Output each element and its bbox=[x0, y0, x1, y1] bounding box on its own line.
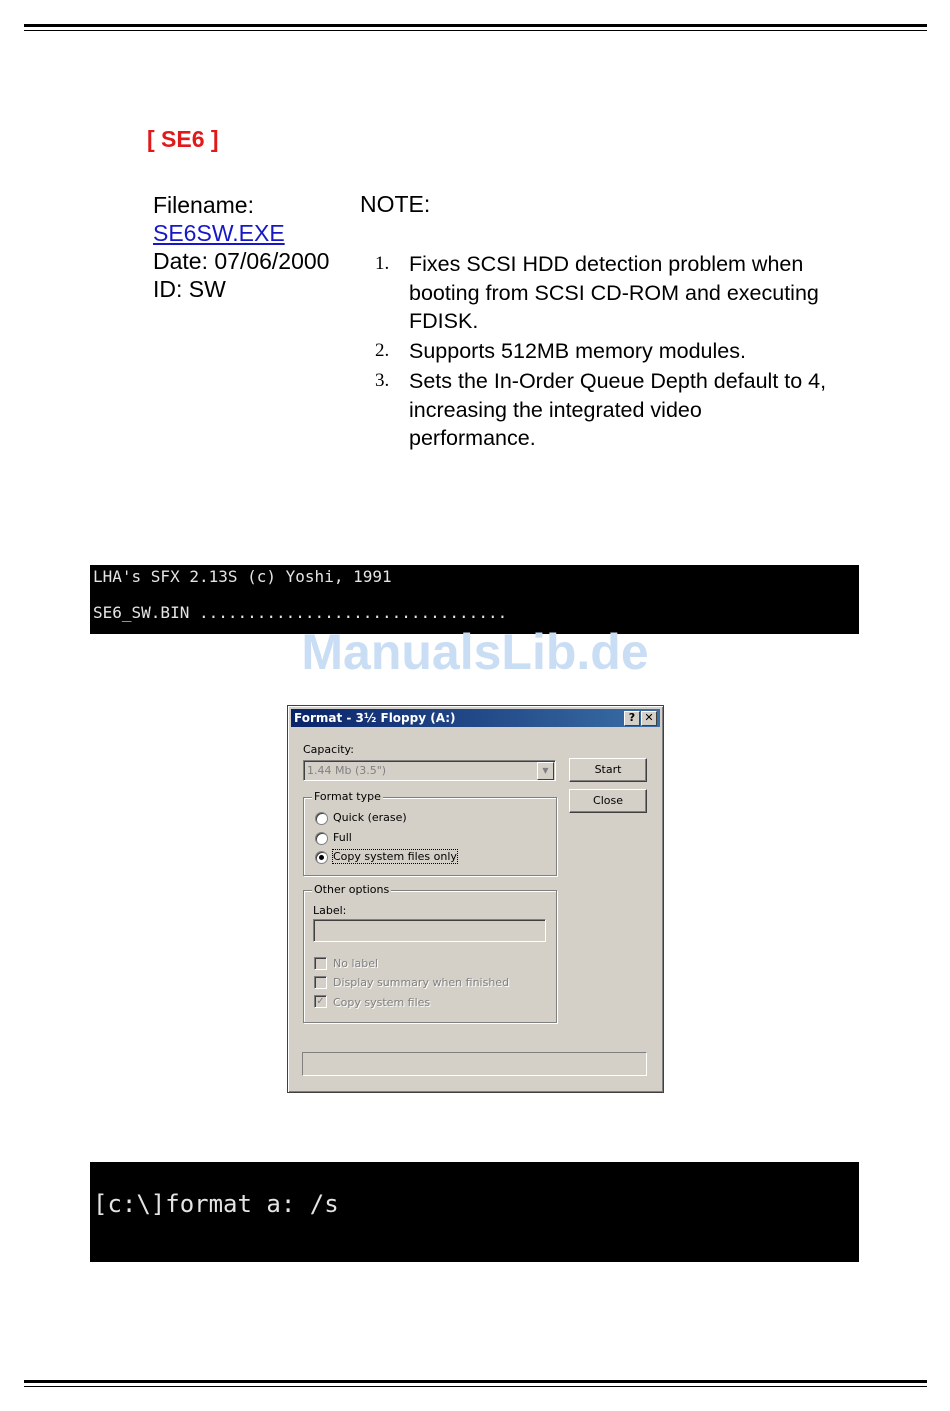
radio-selected-dot bbox=[319, 855, 324, 860]
note-title: NOTE: bbox=[360, 191, 431, 217]
chevron-down-icon[interactable]: ▼ bbox=[537, 762, 554, 780]
other-options-group bbox=[303, 883, 557, 1023]
console-line: SE6_SW.BIN ................................ bbox=[93, 603, 508, 622]
top-rule-thin bbox=[24, 30, 927, 31]
dialog-title: Format - 3½ Floppy (A:) bbox=[294, 711, 456, 725]
note-list bbox=[375, 250, 829, 454]
bottom-rule-thin bbox=[24, 1386, 927, 1387]
date-text: Date: 07/06/2000 bbox=[153, 248, 330, 274]
format-type-label: Format type bbox=[314, 790, 381, 803]
checkbox-copy-system-files-text[interactable]: Copy system files bbox=[333, 996, 431, 1009]
format-dialog bbox=[287, 705, 664, 1093]
file-info bbox=[153, 191, 329, 303]
note-item bbox=[375, 337, 829, 366]
section-heading: [ SE6 ] bbox=[147, 126, 219, 152]
close-button[interactable]: Close bbox=[569, 789, 647, 813]
console-format-command bbox=[90, 1162, 859, 1262]
note-item-number: 2. bbox=[375, 340, 390, 362]
checkbox-no-label-text[interactable]: No label bbox=[333, 957, 379, 970]
id-text: ID: SW bbox=[153, 276, 226, 302]
checkbox-copy-system-files[interactable]: ✓ bbox=[314, 995, 327, 1008]
note-item-number: 3. bbox=[375, 369, 390, 391]
radio-copy-system-label[interactable]: Copy system files only bbox=[333, 850, 457, 863]
capacity-select[interactable] bbox=[303, 760, 556, 781]
capacity-label: Capacity: bbox=[303, 743, 354, 756]
other-options-label: Other options bbox=[314, 883, 390, 896]
note-item bbox=[375, 367, 829, 453]
progress-bar bbox=[302, 1052, 647, 1076]
close-icon[interactable]: ✕ bbox=[641, 711, 657, 726]
watermark: ManualsLib.de bbox=[301, 624, 649, 680]
checkbox-display-summary-text[interactable]: Display summary when finished bbox=[333, 976, 510, 989]
start-button[interactable]: Start bbox=[569, 758, 647, 782]
label-input[interactable] bbox=[313, 919, 546, 942]
radio-full[interactable] bbox=[315, 832, 328, 845]
console-line: [c:\]format a: /s bbox=[93, 1190, 339, 1218]
note-item-number: 1. bbox=[375, 253, 390, 274]
note-item-text: Fixes SCSI HDD detection problem when booting from SCSI CD-ROM and executing FDISK. bbox=[409, 252, 819, 334]
checkbox-display-summary[interactable] bbox=[314, 976, 327, 989]
filename-link[interactable]: SE6SW.EXE bbox=[153, 220, 285, 246]
radio-full-label[interactable]: Full bbox=[333, 831, 352, 844]
radio-quick-label[interactable]: Quick (erase) bbox=[333, 811, 407, 824]
radio-copy-system[interactable] bbox=[315, 851, 328, 864]
bottom-rule-thick bbox=[24, 1380, 927, 1383]
help-button[interactable]: ? bbox=[624, 711, 640, 726]
checkbox-no-label[interactable] bbox=[314, 957, 327, 970]
radio-quick[interactable] bbox=[315, 812, 328, 825]
format-type-group bbox=[303, 790, 557, 876]
top-rule-thick bbox=[24, 24, 927, 27]
filename-label: Filename: bbox=[153, 192, 254, 218]
note-item bbox=[375, 250, 829, 336]
console-line: LHA's SFX 2.13S (c) Yoshi, 1991 bbox=[93, 567, 392, 586]
capacity-value: 1.44 Mb (3.5") bbox=[307, 764, 387, 777]
note-item-text: Sets the In-Order Queue Depth default to 4, increasing the integrated video performance. bbox=[409, 368, 827, 451]
dialog-titlebar bbox=[291, 709, 660, 727]
note-item-text: Supports 512MB memory modules. bbox=[409, 339, 746, 364]
label-field-label: Label: bbox=[313, 904, 347, 917]
